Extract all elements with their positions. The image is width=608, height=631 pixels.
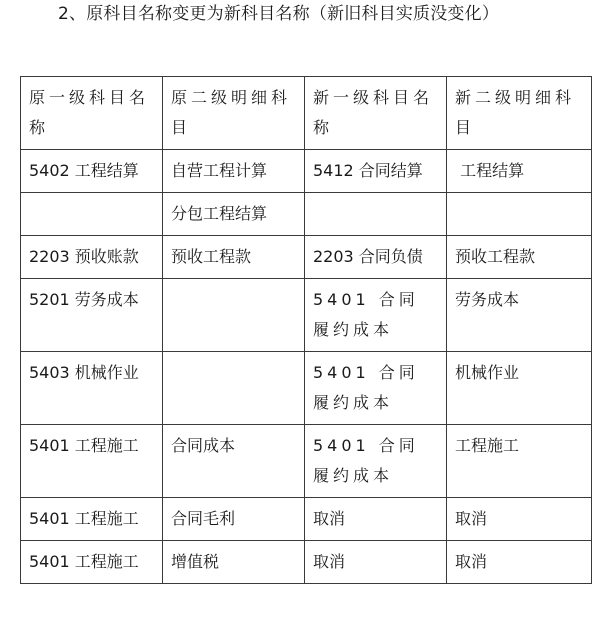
table-cell: 5401 合同履约成本 <box>305 425 447 498</box>
table-cell: 2203 预收账款 <box>21 236 163 279</box>
table-row <box>21 279 592 352</box>
table-cell: 5401 合同履约成本 <box>305 352 447 425</box>
table-cell: 合同成本 <box>163 425 305 498</box>
table-row <box>21 498 592 541</box>
table-cell: 预收工程款 <box>447 236 592 279</box>
table-cell <box>163 279 305 352</box>
table-cell <box>447 193 592 236</box>
table-cell: 增值税 <box>163 541 305 584</box>
table-row <box>21 425 592 498</box>
table-cell: 工程结算 <box>447 150 592 193</box>
table-cell <box>163 352 305 425</box>
table-cell: 2203 合同负债 <box>305 236 447 279</box>
section-heading: 2、原科目名称变更为新科目名称（新旧科目实质没变化） <box>58 4 500 24</box>
table-cell: 分包工程结算 <box>163 193 305 236</box>
table-cell <box>305 193 447 236</box>
table-row <box>21 352 592 425</box>
table-row <box>21 236 592 279</box>
header-cell-new-level1: 新一级科目名称 <box>305 77 447 150</box>
table-cell: 合同毛利 <box>163 498 305 541</box>
table-cell: 劳务成本 <box>447 279 592 352</box>
table-cell: 5402 工程结算 <box>21 150 163 193</box>
table-cell: 5401 工程施工 <box>21 541 163 584</box>
table-row <box>21 541 592 584</box>
table-cell: 取消 <box>447 498 592 541</box>
table-cell: 5401 合同履约成本 <box>305 279 447 352</box>
table-cell: 5403 机械作业 <box>21 352 163 425</box>
table-row <box>21 150 592 193</box>
header-cell-old-level2: 原二级明细科目 <box>163 77 305 150</box>
table-cell: 5201 劳务成本 <box>21 279 163 352</box>
header-cell-new-level2: 新二级明细科目 <box>447 77 592 150</box>
subject-mapping-table <box>20 76 592 584</box>
table-cell: 机械作业 <box>447 352 592 425</box>
table-row <box>21 193 592 236</box>
header-cell-old-level1: 原一级科目名称 <box>21 77 163 150</box>
table-cell: 预收工程款 <box>163 236 305 279</box>
table-cell: 自营工程计算 <box>163 150 305 193</box>
table-header-row <box>21 77 592 150</box>
table-cell: 工程施工 <box>447 425 592 498</box>
table-cell: 5412 合同结算 <box>305 150 447 193</box>
table-cell: 5401 工程施工 <box>21 425 163 498</box>
table-cell: 取消 <box>305 498 447 541</box>
table-cell: 取消 <box>305 541 447 584</box>
table-cell: 5401 工程施工 <box>21 498 163 541</box>
table-cell: 取消 <box>447 541 592 584</box>
table-cell <box>21 193 163 236</box>
